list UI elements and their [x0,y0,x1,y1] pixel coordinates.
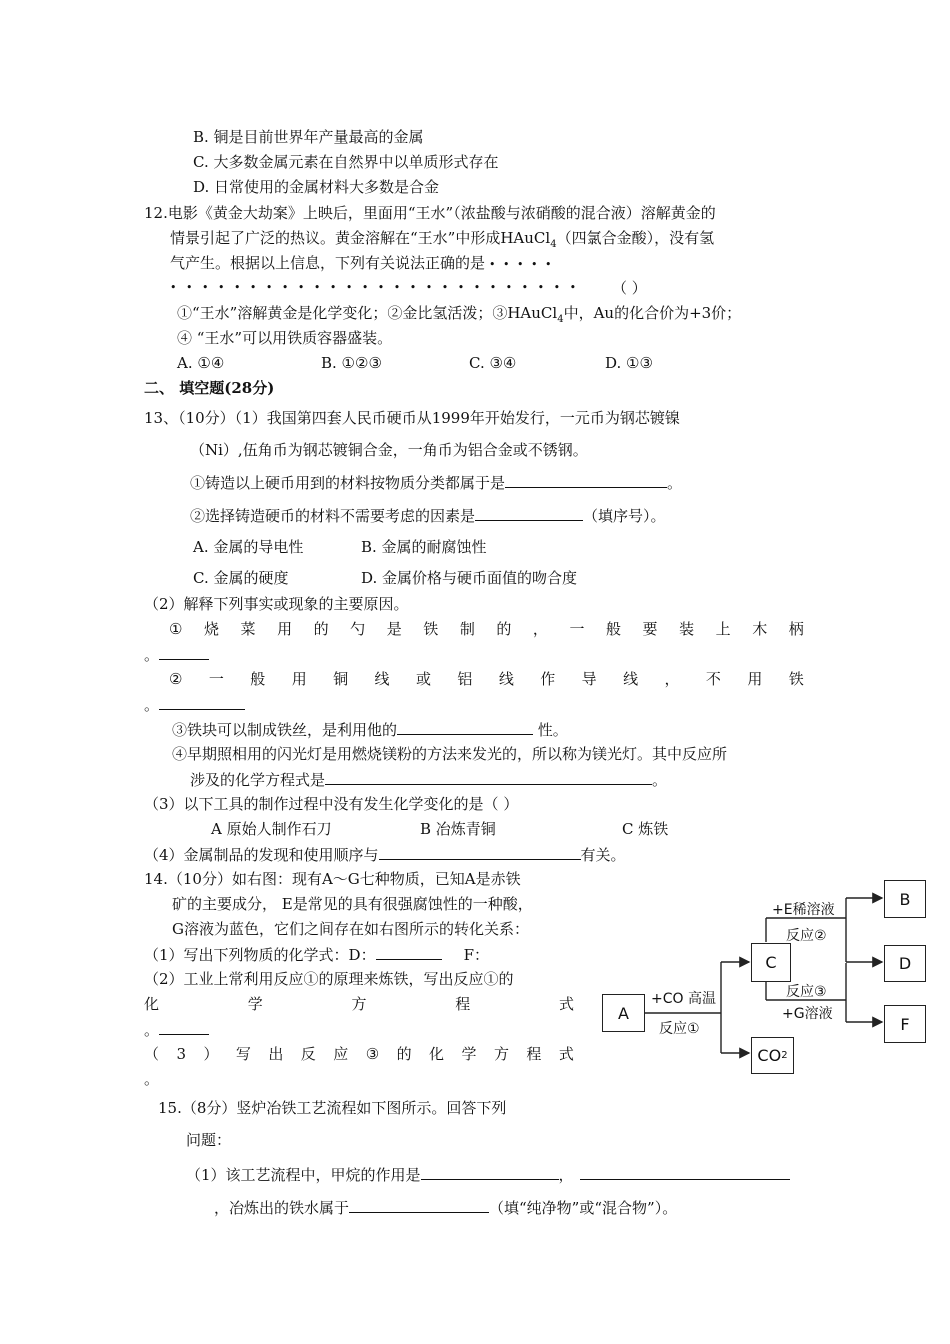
label-reaction-1: 反应① [659,1021,700,1037]
q14-stem-line2: 矿的主要成分， E是常见的具有很强腐蚀性的一种酸， [172,895,533,913]
label-e-dilute: +E稀溶液 [772,902,835,918]
q12-stem-line2: 情景引起了广泛的热议。黄金溶解在“王水”中形成HAuCl$_4$（四氯合金酸），没有氢 [170,229,715,250]
q12-stem-line1: 12.电影《黄金大劫案》上映后，里面用“王水”（浓盐酸与浓硝酸的混合液）溶解黄金的 [144,204,716,222]
q13-part2-item2: ② 一 般 用 铜 线 或 铝 线 作 导 线 ， 不 用 铁 [169,670,804,688]
q11-option-b: B. 铜是目前世界年产量最高的金属 [193,128,424,146]
node-a: A [602,994,645,1032]
q13-part2-item4-line2: 涉及的化学方程式是 。 [190,771,668,789]
q12-option-c: C. ③④ [469,354,517,372]
q12-option-a: A. ①④ [177,354,225,372]
q15-part1: （1）该工艺流程中，甲烷的作用是 ， [186,1164,790,1185]
answer-blank[interactable] [421,1164,559,1180]
section-title: 二、 填空题(28分) [144,379,275,397]
q13-stem-line1: 13、（10分）（1）我国第四套人民币硬币从1999年开始发行，一元币为钢芯镀镍 [144,409,680,427]
q11-option-c: C. 大多数金属元素在自然界中以单质形式存在 [193,153,499,171]
q12-option-b: B. ①②③ [321,354,382,372]
q13-part3-option-b: B 冶炼青铜 [420,820,496,838]
q12-statements-line1: ①“王水”溶解黄金是化学变化；②金比氢活泼；③HAuCl$_4$中，Au的化合价为+3价； [177,304,742,325]
q13-part3-option-c: C 炼铁 [622,820,669,838]
q13-option-a: A. 金属的导电性 [193,538,304,556]
emphasis-dots: • • • • • [489,258,554,271]
q13-part2-item2-answer: 。 [144,694,245,715]
q13-sub2: ②选择铸造硬币的材料不需要考虑的因素是 （填序号）。 [190,507,666,525]
node-d: D [884,945,926,982]
q14-part2-answer: 。 [144,1019,209,1040]
q14-part2-line2: 化 学 方 程 式 [144,995,574,1013]
q13-part2-item1: ① 烧 菜 用 的 勺 是 铁 制 的 ， 一 般 要 装 上 木 柄 [169,620,804,638]
q13-option-b: B. 金属的耐腐蚀性 [361,538,487,556]
q14-stem-line1: 14.（10分）如右图：现有A～G七种物质，已知A是赤铁 [144,870,521,888]
q14-part1: （1）写出下列物质的化学式：D： F： [144,946,489,964]
q13-part2-item1-answer: 。 [144,644,209,665]
label-g-solution: +G溶液 [782,1006,833,1022]
q14-part2: （2）工业上常利用反应①的原理来炼铁，写出反应①的 [144,970,514,988]
emphasis-dots-line: • • • • • • • • • • • • • • • • • • • • • • • • • • [170,281,580,294]
label-co-high-temp: +CO 高温 [651,991,716,1007]
label-reaction-3: 反应③ [786,984,827,1000]
node-f: F [884,1005,926,1043]
label-reaction-2: 反应② [786,928,827,944]
answer-blank[interactable] [349,1197,489,1213]
q15-stem-line1: 15.（8分）竖炉冶铁工艺流程如下图所示。回答下列 [158,1099,507,1117]
answer-paren: （ ） [612,279,647,297]
q13-part2-item3: ③铁块可以制成铁丝，是利用他的 性。 [172,721,568,739]
q12-option-d: D. ①③ [605,354,653,372]
q13-part2: （2）解释下列事实或现象的主要原因。 [144,595,409,613]
q14-part3: （ 3 ） 写 出 反 应 ③ 的 化 学 方 程 式 [144,1045,574,1063]
q13-option-d: D. 金属价格与硬币面值的吻合度 [361,569,578,587]
q13-part2-item4: ④早期照相用的闪光灯是用燃烧镁粉的方法来发光的，所以称为镁光灯。其中反应所 [172,745,728,763]
q15-stem-line2: 问题： [186,1131,232,1149]
q13-part4: （4）金属制品的发现和使用顺序与 有关。 [144,846,626,864]
q12-stem-line3: 气产生。根据以上信息，下列有关说法正确的是 • • • • • [170,254,554,272]
node-c: C [751,943,791,982]
q11-option-d: D. 日常使用的金属材料大多数是合金 [193,178,440,196]
node-co2: CO 2 [751,1037,794,1074]
q12-formula: HAuCl [500,229,551,247]
q13-sub1: ①铸造以上硬币用到的材料按物质分类都属于是 。 [190,474,683,492]
q13-part3-option-a: A 原始人制作石刀 [211,820,332,838]
q13-option-c: C. 金属的硬度 [193,569,289,587]
q13-stem-line2: （Ni）,伍角币为钢芯镀铜合金，一角币为铝合金或不锈钢。 [190,441,588,459]
q14-part3-end: 。 [144,1070,160,1088]
q13-part3: （3）以下工具的制作过程中没有发生化学变化的是（ ） [144,795,519,813]
node-b: B [884,880,926,918]
q12-statements-line2: ④ “王水”可以用铁质容器盛装。 [177,329,393,347]
answer-blank[interactable] [580,1164,790,1180]
q15-part1-line2: ，冶炼出的铁水属于 （填“纯净物”或“混合物”）。 [214,1199,678,1217]
q14-stem-line3: G溶液为蓝色，它们之间存在如右图所示的转化关系： [172,920,529,938]
